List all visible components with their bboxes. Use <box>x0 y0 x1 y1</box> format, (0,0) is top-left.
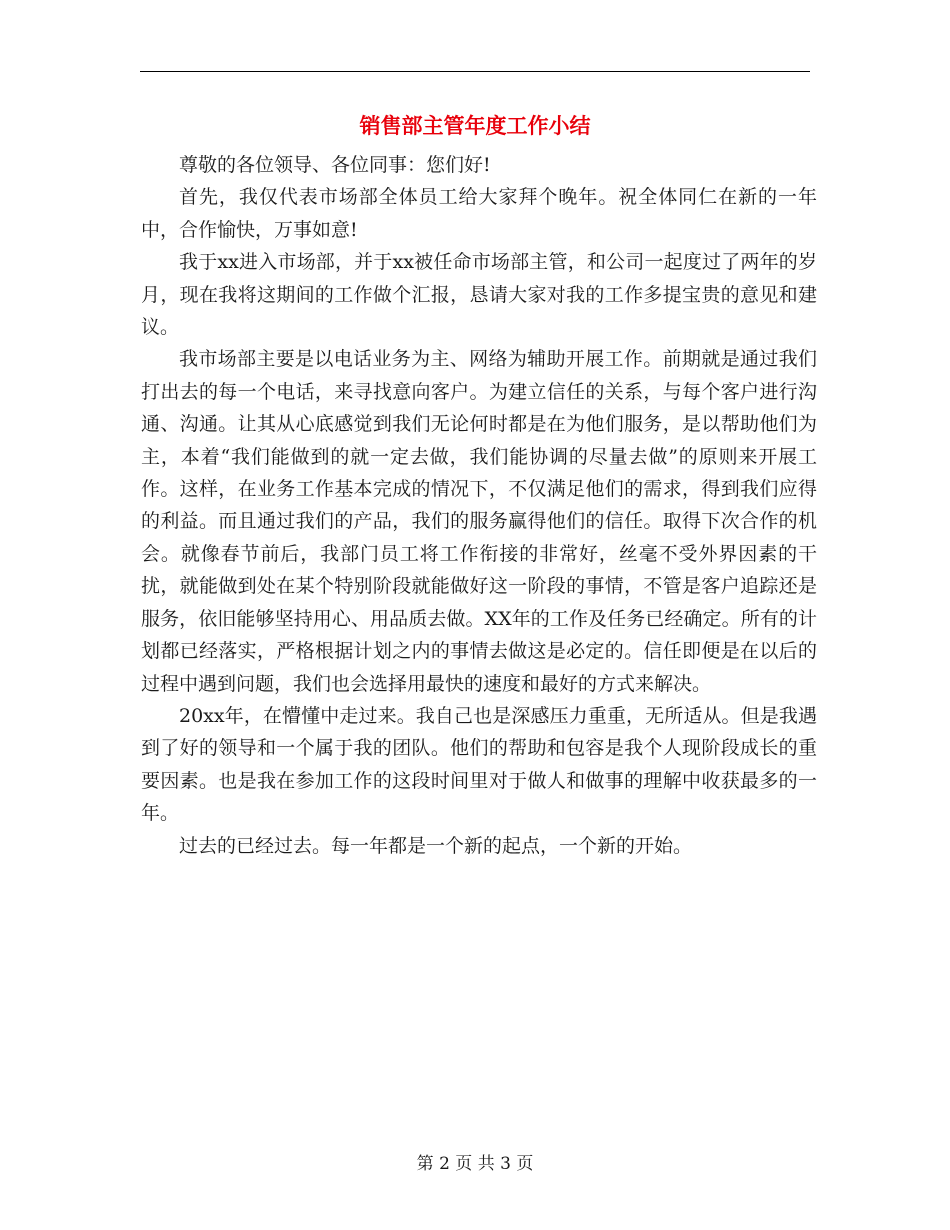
paragraph-work-overview: 我市场部主要是以电话业务为主、网络为辅助开展工作。前期就是通过我们打出去的每一个电话，来寻找意向客户。为建立信任的关系，与每个客户进行沟通、沟通。让其从心底感觉到我们无论何时都是在为他们服务，是以帮助他们为主，本着“我们能做到的就一定去做，我们能协调的尽量去做”的原则来开展工作。这样，在业务工作基本完成的情况下，不仅满足他们的需求，得到我们应得的利益。而且通过我们的产品，我们的服务赢得他们的信任。取得下次合作的机会。就像春节前后，我部门员工将工作衔接的非常好，丝毫不受外界因素的干扰，就能做到处在某个特别阶段就能做好这一阶段的事情，不管是客户追踪还是服务，依旧能够坚持用心、用品质去做。XX年的工作及任务已经确定。所有的计划都已经落实，严格根据计划之内的事情去做这是必定的。信任即便是在以后的过程中遇到问题，我们也会选择用最快的速度和最好的方式来解决。 <box>141 348 817 695</box>
paragraph-greeting: 尊敬的各位领导、各位同事：您们好! <box>179 154 491 176</box>
paragraph-year-reflection: 20xx年，在懵懂中走过来。我自己也是深感压力重重，无所适从。但是我遇到了好的领导和一个属于我的团队。他们的帮助和包容是我个人现阶段成长的重要因素。也是我在参加工作的这段时间里对于做人和做事的理解中收获最多的一年。 <box>141 704 817 825</box>
document-title: 销售部主管年度工作小结 <box>359 113 591 138</box>
document-body <box>141 149 817 862</box>
paragraph-closing: 过去的已经过去。每一年都是一个新的起点，一个新的开始。 <box>179 834 693 857</box>
paragraph-new-year-wishes: 首先，我仅代表市场部全体员工给大家拜个晚年。祝全体同仁在新的一年中，合作愉快，万事如意! <box>141 186 817 241</box>
paragraph-introduction: 我于xx进入市场部，并于xx被任命市场部主管，和公司一起度过了两年的岁月，现在我将这期间的工作做个汇报，恳请大家对我的工作多提宝贵的意见和建议。 <box>141 251 817 339</box>
page-number-footer: 第 2 页 共 3 页 <box>416 1154 534 1174</box>
header-rule <box>140 71 810 72</box>
